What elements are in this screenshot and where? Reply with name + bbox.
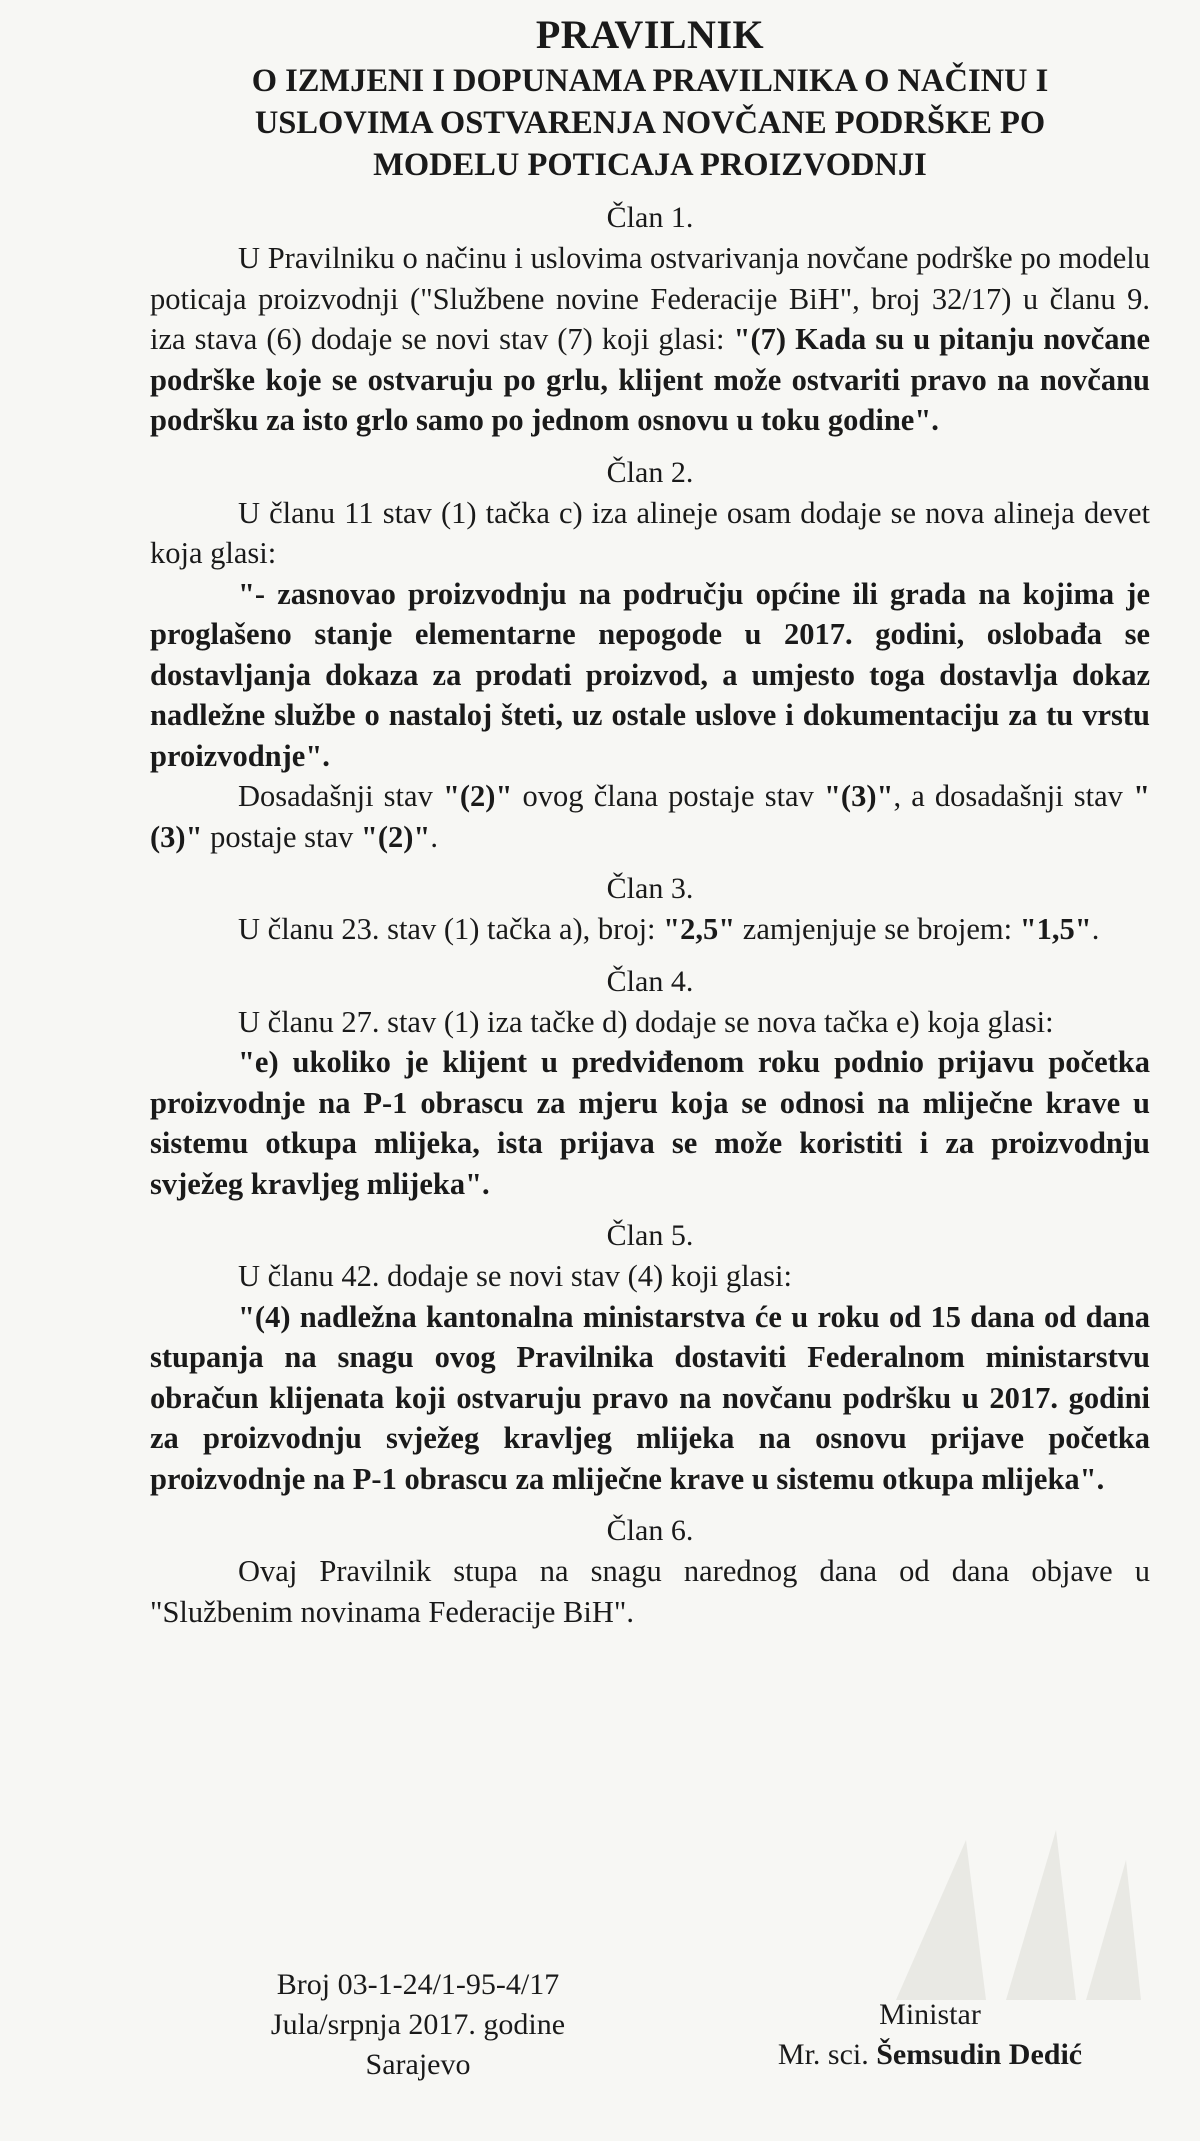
signatory-title: Mr. sci. xyxy=(777,2038,877,2071)
signatory-full-name: Šemsudin Dedić xyxy=(876,2038,1083,2071)
text-run: "2,5" xyxy=(663,912,736,946)
signatory xyxy=(720,1995,1140,2075)
document-title: PRAVILNIK xyxy=(535,12,765,57)
clan-3-heading: Član 3. xyxy=(606,872,694,905)
reference-date: Jula/srpnja 2017. godine xyxy=(270,2008,566,2041)
reference-place: Sarajevo xyxy=(365,2048,471,2081)
clan-6-text: Ovaj Pravilnik stupa na snagu narednog dana od dana objave u "Službenim novinama Federacije BiH". xyxy=(150,1554,1150,1629)
text-run: zamjenjuje se brojem: xyxy=(735,912,1020,946)
document-page xyxy=(150,0,1150,1632)
text-run: "(3)" xyxy=(150,779,1151,854)
clan-1-bold: "(7) Kada su u pitanju novčane podrške koje se ostvaruju po grlu, klijent može ostvariti pravo na novčanu podršku za isto grlo samo po jednom osnovu u toku godine". xyxy=(150,322,1151,437)
text-run: . xyxy=(430,819,438,854)
signature-block xyxy=(0,1965,1200,2115)
text-run: Dosadašnji stav xyxy=(238,779,443,813)
clan-3-text xyxy=(150,909,1150,950)
text-run: "(3)" xyxy=(824,779,894,813)
text-run: postaje stav xyxy=(202,819,361,854)
clan-5-bold: "(4) nadležna kantonalna ministarstva će u roku od 15 dana od dana stupanja na snagu ovog Pravilnika dostaviti Federalnom ministarstvu obračun klijenata koji ostvaruju pravo na novčanu podršku u 2017. godini za proizvodnju svježeg kravljeg mlijeka na osnovu prijave početka proizvodnje na P-1 obrascu za mliječne krave u sistemu otkupa mlijeka". xyxy=(150,1299,1150,1496)
text-run: ovog člana postaje stav xyxy=(512,779,824,813)
reference-number: Broj 03-1-24/1-95-4/17 xyxy=(276,1968,560,2001)
document-reference xyxy=(218,1965,618,2085)
clan-1-text xyxy=(150,238,1150,441)
signatory-name xyxy=(720,2035,1140,2075)
document-subtitle xyxy=(150,60,1150,186)
subtitle-line: O IZMJENI I DOPUNAMA PRAVILNIKA O NAČINU I xyxy=(251,63,1049,99)
clan-2-paragraph-2 xyxy=(150,776,1150,857)
clan-4-bold: "e) ukoliko je klijent u predviđenom roku podnio prijavu početka proizvodnje na P-1 obrascu za mjeru koja se odnosi na mliječne krave u sistemu otkupa mlijeka, ista prijava se može koristiti i za proizvodnju svježeg kravljeg mlijeka". xyxy=(150,1045,1150,1201)
text-run: , a dosadašnji stav xyxy=(893,779,1134,813)
text-run: "(2)" xyxy=(360,819,431,854)
clan-2-bold: "- zasnovao proizvodnju na području općine ili grada na kojima je proglašeno stanje elementarne nepogode u 2017. godini, oslobađa se dostavljanja dokaza za prodati proizvod, a umjesto toga dostavlja dokaz nadležne službe o nastaloj šteti, uz ostale uslove i dokumentaciju za tu vrstu proizvodnje". xyxy=(150,576,1150,773)
text-run: "(2)" xyxy=(442,779,513,813)
signatory-role: Ministar xyxy=(879,1998,981,2031)
text-run: "1,5" xyxy=(1019,912,1092,946)
clan-4-intro: U članu 27. stav (1) iza tačke d) dodaje se nova tačka e) koja glasi: xyxy=(238,1004,1054,1039)
clan-1-heading: Član 1. xyxy=(606,201,694,234)
clan-2-heading: Član 2. xyxy=(606,455,694,489)
subtitle-line: USLOVIMA OSTVARENJA NOVČANE PODRŠKE PO xyxy=(254,105,1046,141)
clan-4-heading: Član 4. xyxy=(606,964,694,998)
clan-5-heading: Član 5. xyxy=(606,1219,694,1252)
subtitle-line: MODELU POTICAJA PROIZVODNJI xyxy=(373,147,927,183)
text-run: U članu 23. stav (1) tačka a), broj: xyxy=(238,912,664,946)
text-run: . xyxy=(1091,912,1100,946)
clan-6-heading: Član 6. xyxy=(606,1514,694,1547)
clan-5-intro: U članu 42. dodaje se novi stav (4) koji glasi: xyxy=(238,1259,792,1293)
clan-2-intro: U članu 11 stav (1) tačka c) iza alineje osam dodaje se nova alineja devet koja glasi: xyxy=(150,495,1150,570)
clan-1-intro: U Pravilniku o načinu i uslovima ostvarivanja novčane podrške po modelu poticaja proizvodnji ("Službene novine Federacije BiH", broj 32/17) u članu 9. iza stava (6) dodaje se novi stav (7) koji glasi: xyxy=(150,241,1150,356)
